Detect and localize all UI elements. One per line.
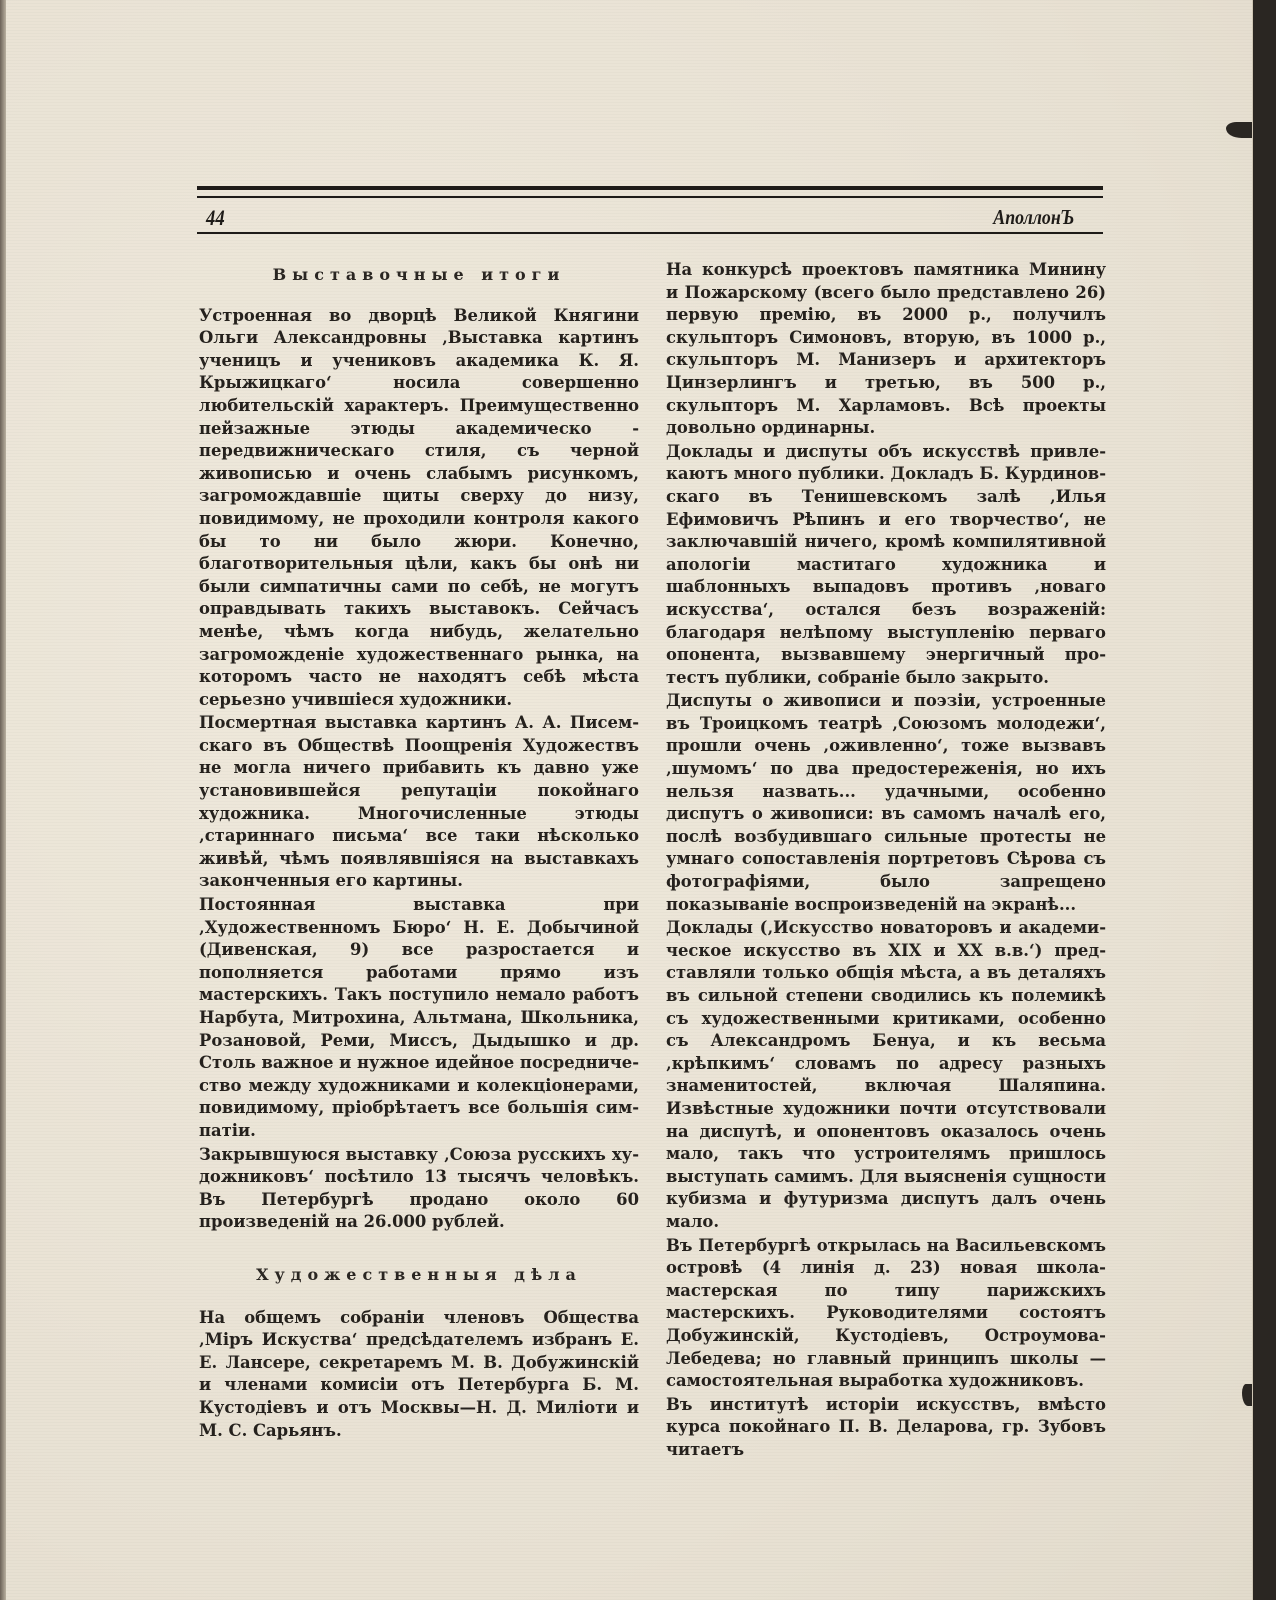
paragraph: Закрывшуюся выставку ‚Союза русскихъ художниковъ‘ посѣтило 13 тысячъ человѣкъ. Въ Петербургѣ продано около 60 произведенiй на 26.000 рублей.: [199, 1144, 639, 1232]
section-heading: Художественныя дѣла: [256, 1264, 582, 1284]
paragraph: Устроенная во дворцѣ Великой Княгини Ольги Александровны ‚Выставка картинъ ученицъ и учениковъ академика К. Я. Крыжицкаго‘ носила совершенно любительскiй характеръ. Преимущественно пейзажные этюды академическо - передвижническаго стиля, съ черной живописью и очень слабымъ рисункомъ, загромождавшiе щиты сверху до низу, повидимому, не проходили контроля какого бы то ни было жюри. Конечно, благотворительныя цѣли, какъ бы онѣ ни были симпатичны сами по себѣ, не могутъ оправдывать такихъ выставокъ. Сейчасъ менѣе, чѣмъ когда нибудь, желательно загроможденiе художественнаго рынка, на которомъ часто не находятъ себѣ мѣста серьезно учившiеся художники.: [199, 305, 639, 709]
left-column: [199, 258, 639, 1443]
header-rule-thin: [197, 196, 1103, 198]
paragraph: Въ институтѣ исторiи искусствъ, вмѣсто курса покойнаго П. В. Деларова, гр. Зубовъ читаетъ: [666, 1394, 1106, 1459]
page-tear: [1242, 1384, 1252, 1406]
paragraph: Доклады (‚Искусство новаторовъ и академическое искусство въ XIX и XX в.в.‘) представляли только общiя мѣста, а въ деталяхъ въ сильной степени сводились къ полемикѣ съ художественными критиками, особенно съ Александромъ Бенуа, и къ весьма ‚крѣпкимъ‘ словамъ по адресу разныхъ знаменитостей, включая Шаляпина. Извѣстные художники почти отсутствовали на диспутѣ, и опонентовъ оказалось очень мало, такъ что устроителямъ пришлось выступать самимъ. Для выясненiя сущности кубизма и футуризма диспутъ далъ очень мало.: [666, 918, 1106, 1231]
paragraph: Доклады и диспуты объ искусствѣ привлекаютъ много публики. Докладъ Б. Курдиновскаго въ Тенишевскомъ залѣ ‚Илья Ефимовичъ Рѣпинъ и его творчество‘, не заключавшiй ничего, кромѣ компилятивной апологiи маститаго художника и шаблонныхъ выпадовъ противъ ‚новаго искусства‘, остался безъ возраженiй: благодаря нелѣпому выступленiю перваго опонента, вызвавшему энергичный протестъ публики, собранiе было закрыто.: [666, 441, 1106, 687]
header-rule-bottom: [197, 232, 1103, 234]
paragraph: На конкурсѣ проектовъ памятника Минину и Пожарскому (всего было представлено 26) первую премiю, въ 2000 р., получилъ скульпторъ Симоновъ, вторую, въ 1000 р., скульпторъ М. Манизеръ и архитекторъ Цинзерлингъ и третью, въ 500 р., скульпторъ М. Харламовъ. Всѣ проекты довольно ординарны.: [666, 260, 1106, 438]
paragraph: Постоянная выставка при ‚Художественномъ Бюро‘ Н. Е. Добычиной (Дивенская, 9) все разростается и пополняется работами прямо изъ мастерскихъ. Такъ поступило немало работъ Нарбута, Митрохина, Альтмана, Школьника, Розановой, Реми, Миссъ, Дыдышко и др. Столь важное и нужное идейное посредничество между художниками и колекцiонерами, повидимому, прiобрѣтаетъ все большiя симпатiи.: [199, 895, 639, 1140]
paragraph: Въ Петербургѣ открылась на Васильевскомъ островѣ (4 линiя д. 23) новая школа-мастерская по типу парижскихъ мастерскихъ. Руководителями состоятъ Добужинскiй, Кустодiевъ, Остроумова-Лебедева; но главный принципъ школы — самостоятельная выработка художниковъ.: [666, 1235, 1106, 1391]
journal-title: АполлонЪ: [992, 205, 1074, 229]
paragraph: Посмертная выставка картинъ А. А. Писемскаго въ Обществѣ Поощренiя Художествъ не могла ничего прибавить къ давно уже установившейся репутацiи покойнаго художника. Многочисленные этюды ‚стариннаго письма‘ все таки нѣсколько живѣй, чѣмъ появлявшiяся на выставкахъ законченныя его картины.: [199, 713, 639, 891]
paragraph: Диспуты о живописи и поэзiи, устроенные въ Троицкомъ театрѣ ‚Союзомъ молодежи‘, прошли очень ‚оживленно‘, тоже вызвавъ ‚шумомъ‘ по два предостереженiя, но ихъ нельзя назвать... удачными, особенно диспутъ о живописи: въ самомъ началѣ его, послѣ возбудившаго сильные протесты не умнаго сопоставленiя портретовъ Сѣрова съ фотографiями, было запрещено показыванiе воспроизведенiй на экранѣ...: [666, 691, 1106, 914]
page-number: 44: [206, 205, 225, 230]
right-column: [666, 259, 1106, 1462]
section-heading: Выставочные итоги: [272, 265, 566, 284]
page-tear: [1226, 122, 1252, 138]
header-rule-thick: [197, 186, 1103, 190]
paragraph: На общемъ собранiи членовъ Общества ‚Мiръ Искуства‘ предсѣдателемъ избранъ Е. Е. Лансере, секретаремъ М. В. Добужинскiй и членами комисiи отъ Петербурга Б. М. Кустодiевъ и отъ Москвы—Н. Д. Милiоти и М. С. Сарьянъ.: [199, 1307, 639, 1440]
page-spine-edge: [0, 0, 6, 1600]
